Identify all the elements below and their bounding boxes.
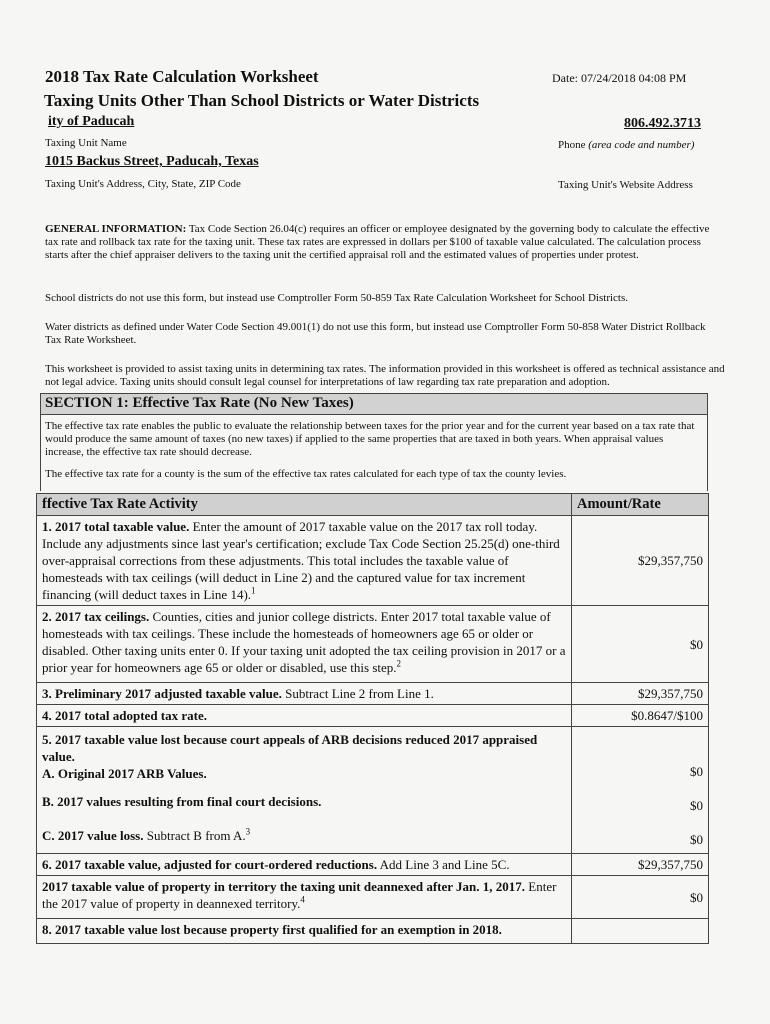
- line-5a-amount: $0: [690, 764, 703, 779]
- table-row: [37, 683, 709, 705]
- line-2-label: 2. 2017 tax ceilings. Counties, cities and junior college districts. Enter 2017 total taxable value of homesteads with tax ceilings. These include the homesteads of homeowners age 65 or older or disabled. Other taxing units enter 0. If your taxing unit adopted the tax ceiling provision in 2017 or a prior year for homeowners age 65 or older or disabled, use this step.$^2$: [37, 606, 572, 683]
- line-3-amount: $29,357,750: [572, 683, 709, 705]
- county-note: The effective tax rate for a county is the sum of the effective tax rates calculated for each type of tax the county levies.: [45, 468, 567, 480]
- section-1-intro: [40, 415, 708, 491]
- table-row: [37, 854, 709, 876]
- line-3-label: 3. Preliminary 2017 adjusted taxable value. Subtract Line 2 from Line 1.: [37, 683, 572, 705]
- amount-column-header: Amount/Rate: [572, 494, 709, 516]
- line-1-label: 1. 2017 total taxable value. Enter the amount of 2017 taxable value on the 2017 tax roll today. Include any adjustments since last year's certification; exclude Tax Code Section 25.25(d) one-third over-appraisal corrections from these adjustments. This total includes the taxable value of homesteads with tax ceilings (will deduct in Line 2) and the captured value for tax increment financing (will deduct taxes in Line 14).$^1$: [37, 516, 572, 606]
- rate-activity-table: [36, 493, 709, 944]
- form-date: Date: 07/24/2018 04:08 PM: [552, 71, 687, 85]
- line-5-amounts: [572, 727, 709, 854]
- line-4-label: 4. 2017 total adopted tax rate.: [37, 705, 572, 727]
- table-header-row: [37, 494, 709, 516]
- line-6-label: 6. 2017 taxable value, adjusted for court-ordered reductions. Add Line 3 and Line 5C.: [37, 854, 572, 876]
- form-subtitle: Taxing Units Other Than School Districts or Water Districts: [44, 91, 480, 110]
- table-row: [37, 606, 709, 683]
- section-1-intro-text: The effective tax rate enables the public to evaluate the relationship between taxes for the prior year and for the current year based on a tax rate that would produce the same amount of taxes (no new taxes) if applied to the same properties that are taxed in both years. When appraisal values increase, the effective tax rate should decrease.: [45, 420, 695, 458]
- legal-disclaimer: This worksheet is provided to assist taxing units in determining tax rates. The information provided in this worksheet is offered as technical assistance and not legal advice. Taxing units should consult legal counsel for interpretations of law regarding tax rate preparation and adoption.: [45, 363, 725, 388]
- table-row: [37, 705, 709, 727]
- line-4-amount: $0.8647/$100: [572, 705, 709, 727]
- general-information: GENERAL INFORMATION: Tax Code Section 26.04(c) requires an officer or employee designated by the governing body to calculate the effective tax rate and rollback tax rate for the taxing unit. These tax rates are expressed in dollars per $100 of taxable value calculated. The calculation process starts after the chief appraiser delivers to the taxing unit the certified appraisal roll and the estimated values of properties under protest.: [45, 223, 710, 261]
- taxing-unit-name: ity of Paducah: [48, 114, 135, 129]
- taxing-unit-name-label: Taxing Unit Name: [45, 137, 127, 149]
- line-8-amount: [572, 919, 709, 944]
- phone-label: Phone (area code and number): [558, 139, 695, 151]
- line-5-label: 5. 2017 taxable value lost because court appeals of ARB decisions reduced 2017 appraised value. A. Original 2017 ARB Values. B. 2017 values resulting from final court decisions. C. 2017 value loss. Subtract B from A.$^3$: [37, 727, 572, 854]
- table-row: [37, 727, 709, 854]
- line-1-amount: $29,357,750: [572, 516, 709, 606]
- line-5c-amount: $0: [690, 832, 703, 847]
- activity-column-header: ffective Tax Rate Activity: [37, 494, 572, 516]
- taxing-unit-address: 1015 Backus Street, Paducah, Texas: [45, 154, 259, 169]
- table-row: [37, 876, 709, 919]
- line-2-amount: $0: [572, 606, 709, 683]
- school-district-note: School districts do not use this form, but instead use Comptroller Form 50-859 Tax Rate Calculation Worksheet for School Districts.: [45, 292, 629, 304]
- water-district-note: Water districts as defined under Water Code Section 49.001(1) do not use this form, but instead use Comptroller Form 50-858 Water District Rollback Tax Rate Worksheet.: [45, 321, 706, 346]
- table-row: [37, 516, 709, 606]
- line-5b-amount: $0: [690, 798, 703, 813]
- line-8-label: 8. 2017 taxable value lost because property first qualified for an exemption in 2018.: [37, 919, 572, 944]
- section-1-heading: SECTION 1: Effective Tax Rate (No New Taxes): [40, 393, 708, 415]
- website-label: Taxing Unit's Website Address: [558, 179, 693, 191]
- table-row: [37, 919, 709, 944]
- phone-number: 806.492.3713: [624, 116, 701, 131]
- line-7-label: 2017 taxable value of property in territory the taxing unit deannexed after Jan. 1, 2017. Enter the 2017 value of property in deannexed territory.$^4$: [37, 876, 572, 919]
- form-title: 2018 Tax Rate Calculation Worksheet: [45, 67, 319, 86]
- line-6-amount: $29,357,750: [572, 854, 709, 876]
- address-label: Taxing Unit's Address, City, State, ZIP Code: [45, 178, 241, 190]
- line-7-amount: $0: [572, 876, 709, 919]
